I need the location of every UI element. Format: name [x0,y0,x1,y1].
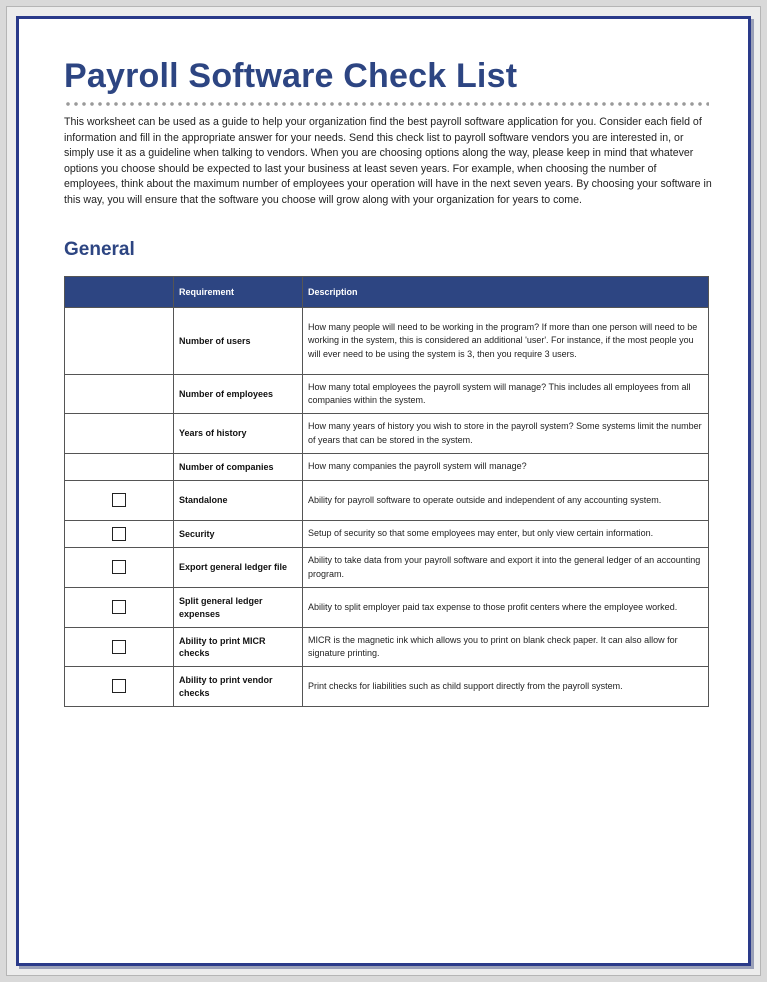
table-row [65,667,709,707]
table-header-row [65,277,709,308]
section-title-general: General [64,239,135,260]
requirements-table [64,276,709,707]
check-cell-empty [65,414,174,454]
check-cell [65,548,174,588]
table-row [65,308,709,375]
check-cell-empty [65,375,174,414]
checkbox[interactable] [112,640,126,654]
document-page [16,16,751,966]
header-check [65,277,174,308]
table-row [65,454,709,481]
checkbox[interactable] [112,600,126,614]
table-row [65,588,709,628]
description-cell: How many companies the payroll system will manage? [303,454,709,481]
table-row [65,548,709,588]
requirement-cell: Number of employees [174,375,303,414]
check-cell [65,588,174,628]
intro-paragraph: This worksheet can be used as a guide to help your organization find the best payroll software application for you. Consider each field of information and fill in the appropriate answer for your needs. Send this check list to payroll software vendors you are interested in, or simply use it as a guideline when talking to vendors. When you are choosing options along the way, please keep in mind that whatever options you choose should be expected to last your business at least seven years. For example, when choosing the number of employees, think about the maximum number of employees your operation will have in the next seven years. By choosing your software in this way, you will ensure that the software you choose will grow along with your organization for years to come. [64,116,712,206]
requirement-cell: Years of history [174,414,303,454]
description-cell: Setup of security so that some employees may enter, but only view certain information. [303,521,709,548]
requirement-cell: Number of companies [174,454,303,481]
description-cell: MICR is the magnetic ink which allows you to print on blank check paper. It can also allow for signature printing. [303,628,709,667]
check-cell [65,667,174,707]
description-cell: How many people will need to be working in the program? If more than one person will need to be working in the system, this is considered an additional 'user'. For instance, if the most people you will ever need to be using the system is 3, then you require 3 users. [303,308,709,375]
table-row [65,628,709,667]
page-title: Payroll Software Check List [64,57,518,95]
description-cell: How many years of history you wish to store in the payroll system? Some systems limit the number of years that can be stored in the system. [303,414,709,454]
requirement-cell: Number of users [174,308,303,375]
description-cell: Print checks for liabilities such as child support directly from the payroll system. [303,667,709,707]
checkbox[interactable] [112,679,126,693]
check-cell [65,521,174,548]
checkbox[interactable] [112,493,126,507]
table-row [65,375,709,414]
requirement-cell: Ability to print vendor checks [174,667,303,707]
table-row [65,521,709,548]
check-cell-empty [65,308,174,375]
check-cell [65,481,174,521]
check-cell [65,628,174,667]
description-cell: How many total employees the payroll system will manage? This includes all employees from all companies within the system. [303,375,709,414]
requirement-cell: Ability to print MICR checks [174,628,303,667]
check-cell-empty [65,454,174,481]
header-description: Description [303,277,709,308]
requirement-cell: Split general ledger expenses [174,588,303,628]
description-cell: Ability to split employer paid tax expense to those profit centers where the employee worked. [303,588,709,628]
table-row [65,481,709,521]
checkbox[interactable] [112,560,126,574]
description-cell: Ability for payroll software to operate outside and independent of any accounting system. [303,481,709,521]
requirement-cell: Standalone [174,481,303,521]
requirement-cell: Export general ledger file [174,548,303,588]
table-row [65,414,709,454]
description-cell: Ability to take data from your payroll software and export it into the general ledger of an accounting program. [303,548,709,588]
requirement-cell: Security [174,521,303,548]
dotted-divider [64,101,709,107]
checkbox[interactable] [112,527,126,541]
header-requirement: Requirement [174,277,303,308]
